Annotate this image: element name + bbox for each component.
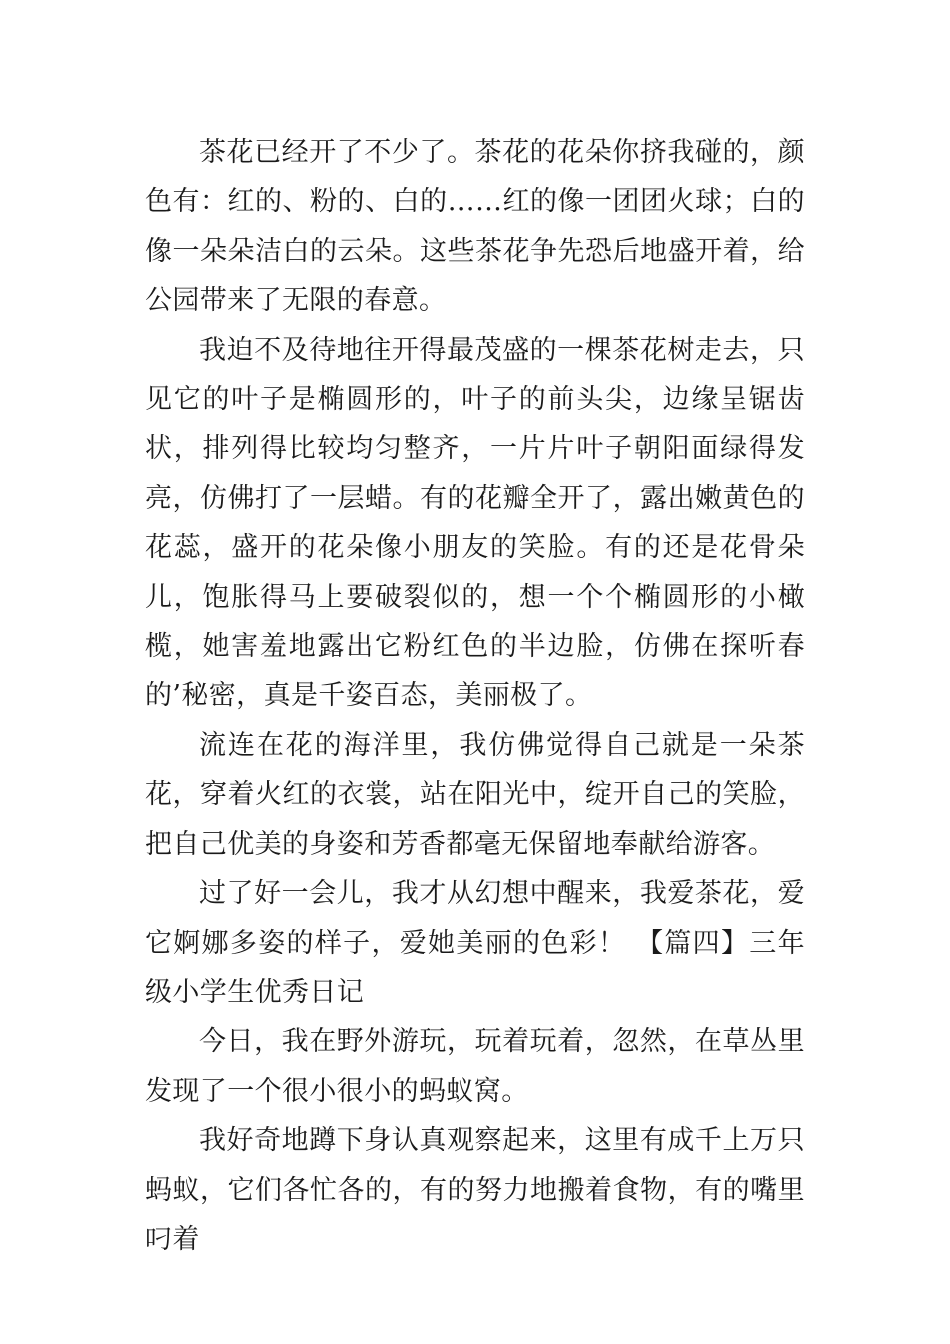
paragraph-4: 过了好一会儿，我才从幻想中醒来，我爱茶花，爱它婀娜多姿的样子，爱她美丽的色彩！ 【篇四】三年级小学生优秀日记 (145, 878, 805, 1008)
paragraph-5: 今日，我在野外游玩，玩着玩着，忽然，在草丛里发现了一个很小很小的蚂蚁窝。 (145, 1026, 805, 1107)
paragraph-2: 我迫不及待地往开得最茂盛的一棵茶花树走去，只见它的叶子是椭圆形的，叶子的前头尖，边缘呈锯齿状，排列得比较均匀整齐，一片片叶子朝阳面绿得发亮，仿佛打了一层蜡。有的花瓣全开了，露出嫩黄色的花蕊，盛开的花朵像小朋友的笑脸。有的还是花骨朵儿，饱胀得马上要破裂似的，想一个个椭圆形的小橄榄，她害羞地露出它粉红色的半边脸，仿佛在探听春的’秘密，真是千姿百态，美丽极了。 (145, 334, 805, 712)
paragraph-1: 茶花已经开了不少了。茶花的花朵你挤我碰的，颜色有：红的、粉的、白的……红的像一团团火球；白的像一朵朵洁白的云朵。这些茶花争先恐后地盛开着，给公园带来了无限的春意。 (145, 137, 805, 317)
document-body (145, 128, 805, 1264)
paragraph-6: 我好奇地蹲下身认真观察起来，这里有成千上万只蚂蚁，它们各忙各的，有的努力地搬着食物，有的嘴里叼着 (145, 1125, 805, 1255)
paragraph-3: 流连在花的海洋里，我仿佛觉得自己就是一朵茶花，穿着火红的衣裳，站在阳光中，绽开自己的笑脸，把自己优美的身姿和芳香都毫无保留地奉献给游客。 (145, 729, 805, 860)
